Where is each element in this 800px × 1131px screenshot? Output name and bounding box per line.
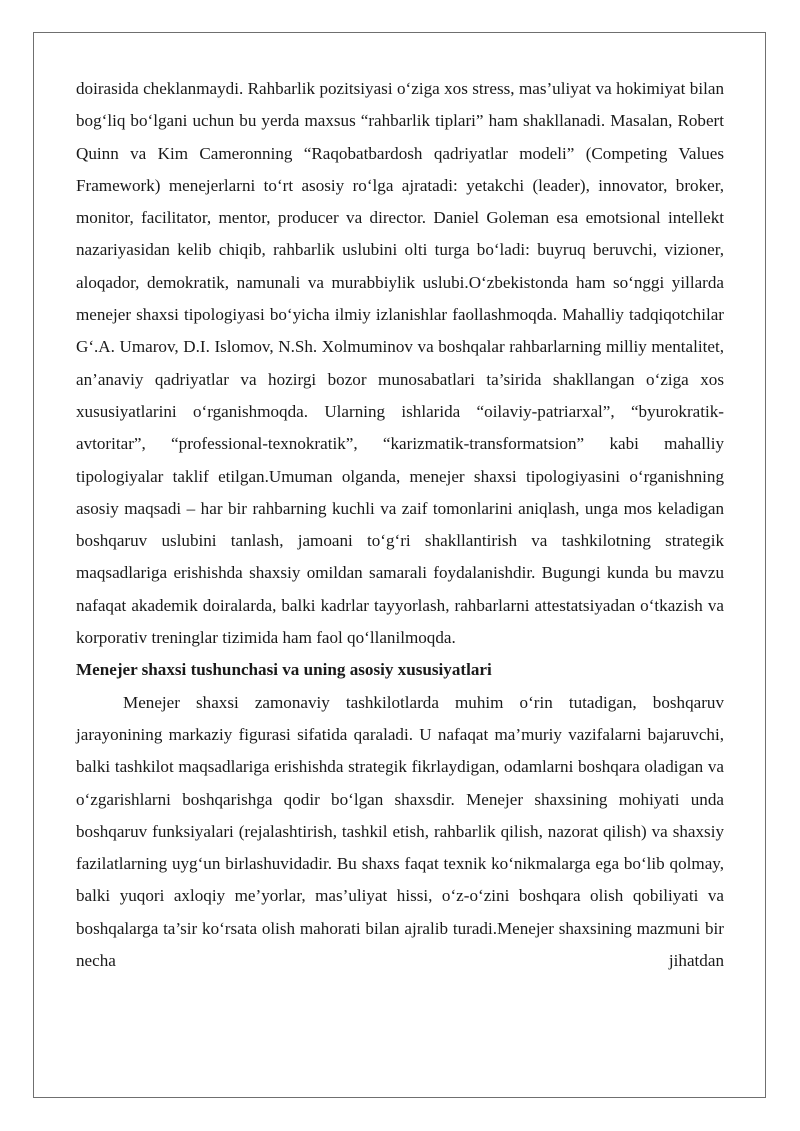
- paragraph-intro: Menejer shaxsi zamonaviy tashkilotlarda muhim o‘rin tutadigan, boshqaruv jarayonining markaziy figurasi sifatida qaraladi. U nafaqat ma’muriy vazifalarni bajaruvchi, balki tashkilot maqsadlariga erishishda strategik fikrlaydigan, odamlarni boshqara oladigan va o‘zgarishlarni boshqarishga qodir bo‘lgan shaxsdir. Menejer shaxsining mohiyati unda boshqaruv funksiyalari (rejalashtirish, tashkil etish, rahbarlik qilish, nazorat qilish) va shaxsiy fazilatlarning uyg‘un birlashuvidadir. Bu shaxs faqat texnik ko‘nikmalarga ega bo‘lib qolmay, balki yuqori axloqiy me’yorlar, mas’uliyat hissi, o‘z-o‘zini boshqara olish qobiliyati va boshqalarga ta’sir ko‘rsata olish mahorati bilan ajralib turadi.Menejer shaxsining mazmuni bir necha jihatdan: [76, 692, 724, 971]
- section-heading: Menejer shaxsi tushunchasi va uning asosiy xususiyatlari: [76, 660, 492, 680]
- document-body: [76, 73, 724, 977]
- paragraph-continued: doirasida cheklanmaydi. Rahbarlik pozitsiyasi o‘ziga xos stress, mas’uliyat va hokimiyat bilan bog‘liq bo‘lgani uchun bu yerda maxsus “rahbarlik tiplari” ham shakllanadi. Masalan, Robert Quinn va Kim Cameronning “Raqobatbardosh qadriyatlar modeli” (Competing Values Framework) menejerlarni to‘rt asosiy ro‘lga ajratadi: yetakchi (leader), innovator, broker, monitor, facilitator, mentor, producer va director. Daniel Goleman esa emotsional intellekt nazariyasidan kelib chiqib, rahbarlik uslubini olti turga bo‘ladi: buyruq beruvchi, vizioner, aloqador, demokratik, namunali va murabbiylik uslubi.O‘zbekistonda ham so‘nggi yillarda menejer shaxsi tipologiyasi bo‘yicha ilmiy izlanishlar faollashmoqda. Mahalliy tadqiqotchilar G‘.A. Umarov, D.I. Islomov, N.Sh. Xolmuminov va boshqalar rahbarlarning milliy mentalitet, an’anaviy qadriyatlar va hozirgi bozor munosabatlari ta’sirida shakllangan o‘ziga xos xususiyatlarini o‘rganishmoqda. Ularning ishlarida “oilaviy-patriarxal”, “byurokratik-avtoritar”, “professional-texnokratik”, “karizmatik-transformatsion” kabi mahalliy tipologiyalar taklif etilgan.Umuman olganda, menejer shaxsi tipologiyasini o‘rganishning asosiy maqsadi – har bir rahbarning kuchli va zaif tomonlarini aniqlash, unga mos keladigan boshqaruv uslubini tanlash, jamoani to‘g‘ri shakllantirish va tashkilotning strategik maqsadlariga erishishda shaxsiy omildan samarali foydalanishdir. Bugungi kunda bu mavzu nafaqat akademik doiralarda, balki kadrlar tayyorlash, rahbarlarni attestatsiyadan o‘tkazish va korporativ treninglar tizimida ham faol qo‘llanilmoqda.: [76, 79, 724, 648]
